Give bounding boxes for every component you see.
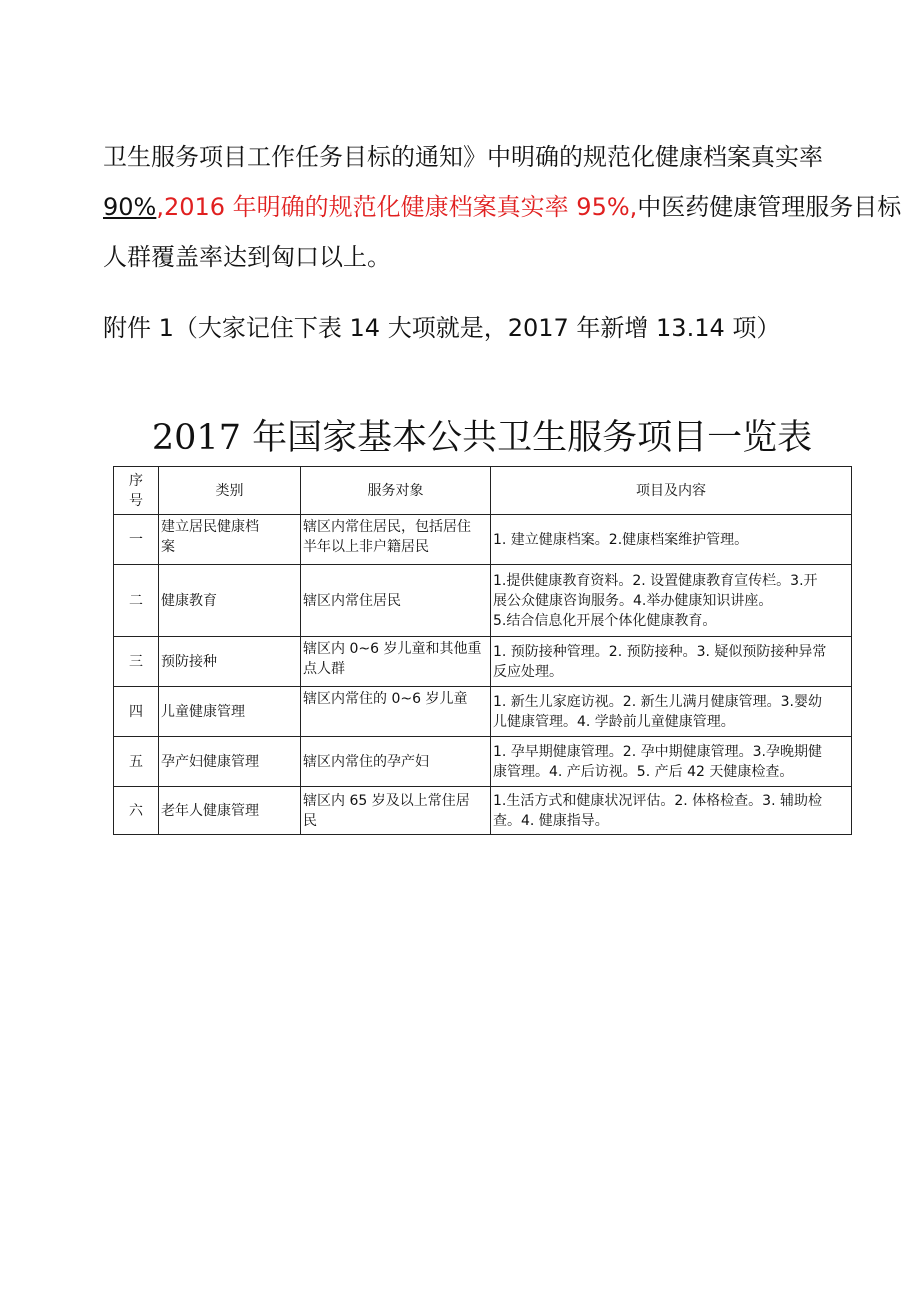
row-category: 预防接种 bbox=[159, 637, 301, 687]
table-row bbox=[114, 565, 852, 637]
row-content-line: 1. 建立健康档案。2.健康档案维护管理。 bbox=[493, 531, 749, 548]
row-content bbox=[491, 637, 852, 687]
row-content-line: 康管理。4. 产后访视。5. 产后 42 天健康检查。 bbox=[493, 763, 794, 780]
intro-paragraph bbox=[103, 132, 902, 282]
row-category-line: 建立居民健康档 bbox=[161, 519, 259, 535]
row-content bbox=[491, 565, 852, 637]
header-num-line1: 序 bbox=[129, 472, 143, 489]
header-content: 项目及内容 bbox=[491, 467, 852, 515]
row-num: 四 bbox=[114, 687, 159, 737]
row-num: 五 bbox=[114, 737, 159, 787]
row-category: 孕产妇健康管理 bbox=[159, 737, 301, 787]
row-num: 一 bbox=[114, 515, 159, 565]
intro-line-2 bbox=[103, 182, 902, 232]
page-title: 2017 年国家基本公共卫生服务项目一览表 bbox=[151, 418, 813, 458]
row-content-line: 展公众健康咨询服务。4.举办健康知识讲座。 bbox=[493, 592, 773, 609]
row-target: 辖区内常住的孕产妇 bbox=[301, 737, 491, 787]
row-category: 健康教育 bbox=[159, 565, 301, 637]
row-target: 辖区内常住的 0~6 岁儿童 bbox=[301, 687, 491, 737]
table-header-row bbox=[114, 467, 852, 515]
row-num: 二 bbox=[114, 565, 159, 637]
intro-line-3: 人群覆盖率达到匈口以上。 bbox=[103, 243, 391, 271]
row-num: 三 bbox=[114, 637, 159, 687]
row-content bbox=[491, 687, 852, 737]
row-content-line: 1.生活方式和健康状况评估。2. 体格检查。3. 辅助检 bbox=[493, 792, 822, 809]
row-content-line: 1. 孕早期健康管理。2. 孕中期健康管理。3.孕晚期健 bbox=[493, 743, 822, 760]
row-content-line: 5.结合信息化开展个体化健康教育。 bbox=[493, 612, 717, 629]
row-target: 辖区内常住居民 bbox=[301, 565, 491, 637]
row-content-line: 1. 预防接种管理。2. 预防接种。3. 疑似预防接种异常 bbox=[493, 643, 827, 660]
intro-line-1: 卫生服务项目工作任务目标的通知》中明确的规范化健康档案真实率 bbox=[103, 143, 823, 171]
row-content-line: 1. 新生儿家庭访视。2. 新生儿满月健康管理。3.婴幼 bbox=[493, 693, 822, 710]
row-target-line: 民 bbox=[303, 812, 317, 829]
attachment-note: 附件 1（大家记住下表 14 大项就是，2017 年新增 13.14 项） bbox=[103, 314, 781, 342]
intro-line-2-rest: 中医药健康管理服务目标 bbox=[637, 193, 902, 221]
row-target-line: 点人群 bbox=[303, 661, 345, 677]
table-row bbox=[114, 515, 852, 565]
row-target-line: 辖区内 0~6 岁儿童和其他重 bbox=[303, 641, 482, 657]
row-content-line: 反应处理。 bbox=[493, 663, 563, 680]
header-num bbox=[114, 467, 159, 515]
row-content-line: 1.提供健康教育资料。2. 设置健康教育宣传栏。3.开 bbox=[493, 572, 818, 589]
row-target bbox=[301, 637, 491, 687]
intro-red-text: ,2016 年明确的规范化健康档案真实率 95%, bbox=[156, 193, 638, 221]
row-target-line: 辖区内常住居民，包括居住 bbox=[303, 519, 471, 535]
row-content bbox=[491, 515, 852, 565]
row-content-line: 儿健康管理。4. 学龄前儿童健康管理。 bbox=[493, 713, 735, 730]
header-num-line2: 号 bbox=[129, 492, 143, 509]
row-content bbox=[491, 787, 852, 835]
row-target-line: 辖区内 65 岁及以上常住居 bbox=[303, 792, 470, 809]
row-category: 儿童健康管理 bbox=[159, 687, 301, 737]
intro-percent-90: 90% bbox=[103, 193, 157, 221]
table-row bbox=[114, 787, 852, 835]
row-category: 老年人健康管理 bbox=[159, 787, 301, 835]
service-table bbox=[113, 466, 852, 835]
row-num: 六 bbox=[114, 787, 159, 835]
row-category bbox=[159, 515, 301, 565]
row-category-line: 案 bbox=[161, 539, 175, 555]
row-target bbox=[301, 787, 491, 835]
row-content bbox=[491, 737, 852, 787]
row-target-line: 半年以上非户籍居民 bbox=[303, 539, 429, 555]
row-content-line: 查。4. 健康指导。 bbox=[493, 812, 609, 829]
table-row bbox=[114, 637, 852, 687]
row-target bbox=[301, 515, 491, 565]
table-row bbox=[114, 687, 852, 737]
header-category: 类别 bbox=[159, 467, 301, 515]
header-target: 服务对象 bbox=[301, 467, 491, 515]
table-row bbox=[114, 737, 852, 787]
